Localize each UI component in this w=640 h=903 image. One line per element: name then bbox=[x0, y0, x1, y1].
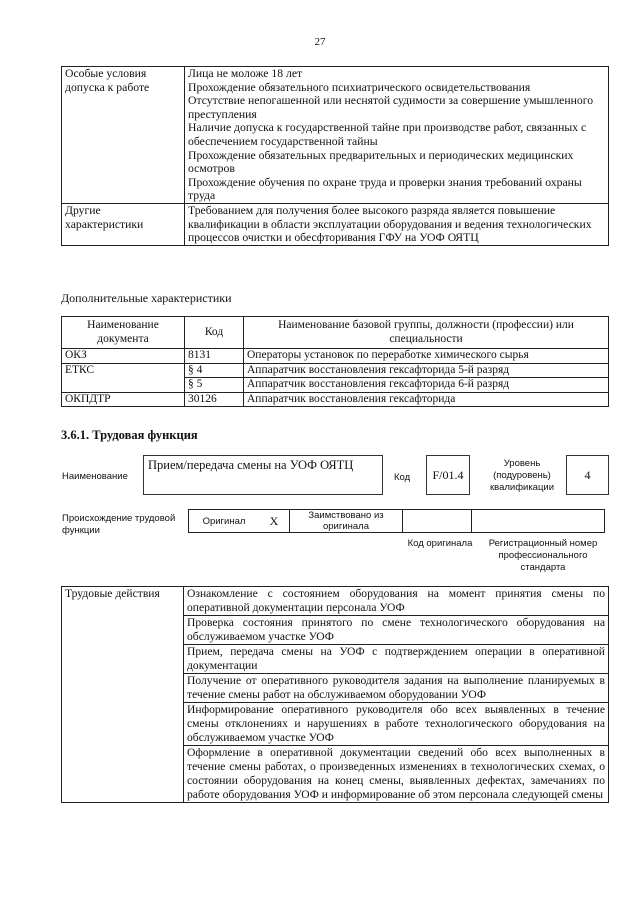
cell-code: 8131 bbox=[185, 349, 244, 364]
reg-number-label: Регистрационный номер профессионального стандарта bbox=[488, 538, 598, 573]
code-label: Код bbox=[394, 472, 411, 483]
list-item: Требованием для получения более высокого разряда является повышение квалификации в области эксплуатации оборудования и ведения технологических процессов очистки и обесфторивания ГФУ на УОФ ОЯТЦ bbox=[188, 203, 592, 245]
table-row bbox=[62, 67, 609, 204]
table-row bbox=[62, 349, 609, 364]
cell-code: 30126 bbox=[185, 392, 244, 407]
origin-table bbox=[188, 509, 605, 533]
page-number: 27 bbox=[314, 36, 326, 48]
action-item: Проверка состояния принятого по смене технологического оборудования на обслуживаемом участке УОФ bbox=[184, 616, 609, 645]
row-content bbox=[185, 67, 609, 204]
table-row bbox=[62, 363, 609, 378]
list-item: Отсутствие непогашенной или неснятой судимости за совершение умышленного преступления bbox=[188, 94, 594, 121]
code-original-cell bbox=[403, 510, 472, 533]
table-row bbox=[189, 510, 605, 533]
cell-doc: ОКЗ bbox=[62, 349, 185, 364]
action-item: Прием, передача смены на УОФ с подтверждением операции в оперативной документации bbox=[184, 645, 609, 674]
section-title: 3.6.1. Трудовая функция bbox=[61, 428, 198, 442]
table-row bbox=[62, 392, 609, 407]
actions-table bbox=[61, 586, 609, 803]
conditions-table bbox=[61, 66, 609, 246]
action-item: Оформление в оперативной документации сведений обо всех выполненных в течение смены работах, о произведенных изменениях в технологических схемах, о состоянии оборудования на конец смены, выявленных дефектах, замечаниях по работе оборудования УОФ и информирование об этом персонала следующей смены bbox=[184, 746, 609, 803]
table-row bbox=[62, 587, 609, 616]
additional-heading: Дополнительные характеристики bbox=[61, 291, 232, 305]
cell-name: Аппаратчик восстановления гексафторида 6-й разряд bbox=[244, 378, 609, 393]
column-header: Наименование документа bbox=[62, 317, 185, 349]
cell-doc: ЕТКС bbox=[62, 363, 185, 392]
cell-name: Аппаратчик восстановления гексафторида 5-й разряд bbox=[244, 363, 609, 378]
table-header-row bbox=[62, 317, 609, 349]
original-label: Оригинал bbox=[189, 510, 260, 533]
list-item: Прохождение обязательных предварительных и периодических медицинских осмотров bbox=[188, 148, 574, 176]
level-label: Уровень (подуровень) квалификации bbox=[489, 458, 555, 493]
cell-name: Аппаратчик восстановления гексафторида bbox=[244, 392, 609, 407]
action-item: Ознакомление с состоянием оборудования на момент принятия смены по оперативной документации персонала УОФ bbox=[184, 587, 609, 616]
action-item: Получение от оперативного руководителя задания на выполнение планируемых в течение смены работ на обслуживаемом оборудовании УОФ bbox=[184, 674, 609, 703]
origin-label: Происхождение трудовой функции bbox=[62, 513, 176, 536]
cell-doc: ОКПДТР bbox=[62, 392, 185, 407]
list-item: Наличие допуска к государственной тайне при производстве работ, связанных с обеспечением государственной тайны bbox=[188, 121, 587, 148]
cell-code: § 4 bbox=[185, 363, 244, 378]
row-label: Особые условия допуска к работе bbox=[62, 67, 185, 204]
reg-number-cell bbox=[472, 510, 605, 533]
borrowed-label: Заимствовано из оригинала bbox=[290, 510, 403, 533]
row-label: Другие характеристики bbox=[62, 203, 185, 245]
function-code-field: F/01.4 bbox=[426, 455, 470, 495]
column-header: Наименование базовой группы, должности (профессии) или специальности bbox=[244, 317, 609, 349]
list-item: Прохождение обучения по охране труда и проверки знания требований охраны труда bbox=[188, 175, 582, 203]
action-item: Информирование оперативного руководителя обо всех выявленных в течение смены отклонениях и нарушениях в работе технологического оборудования на обслуживаемом участке УОФ bbox=[184, 703, 609, 746]
original-mark: X bbox=[259, 510, 290, 533]
row-content bbox=[185, 203, 609, 245]
actions-label: Трудовые действия bbox=[62, 587, 184, 803]
name-label: Наименование bbox=[62, 471, 128, 482]
list-item: Лица не моложе 18 лет bbox=[188, 67, 303, 80]
additional-table bbox=[61, 316, 609, 407]
list-item: Прохождение обязательного психиатрического освидетельствования bbox=[188, 80, 531, 94]
table-row bbox=[62, 203, 609, 245]
cell-name: Операторы установок по переработке химического сырья bbox=[244, 349, 609, 364]
code-original-label: Код оригинала bbox=[407, 538, 473, 549]
cell-code: § 5 bbox=[185, 378, 244, 393]
function-name-field: Прием/передача смены на УОФ ОЯТЦ bbox=[143, 455, 383, 495]
level-field: 4 bbox=[566, 455, 609, 495]
column-header: Код bbox=[185, 317, 244, 349]
